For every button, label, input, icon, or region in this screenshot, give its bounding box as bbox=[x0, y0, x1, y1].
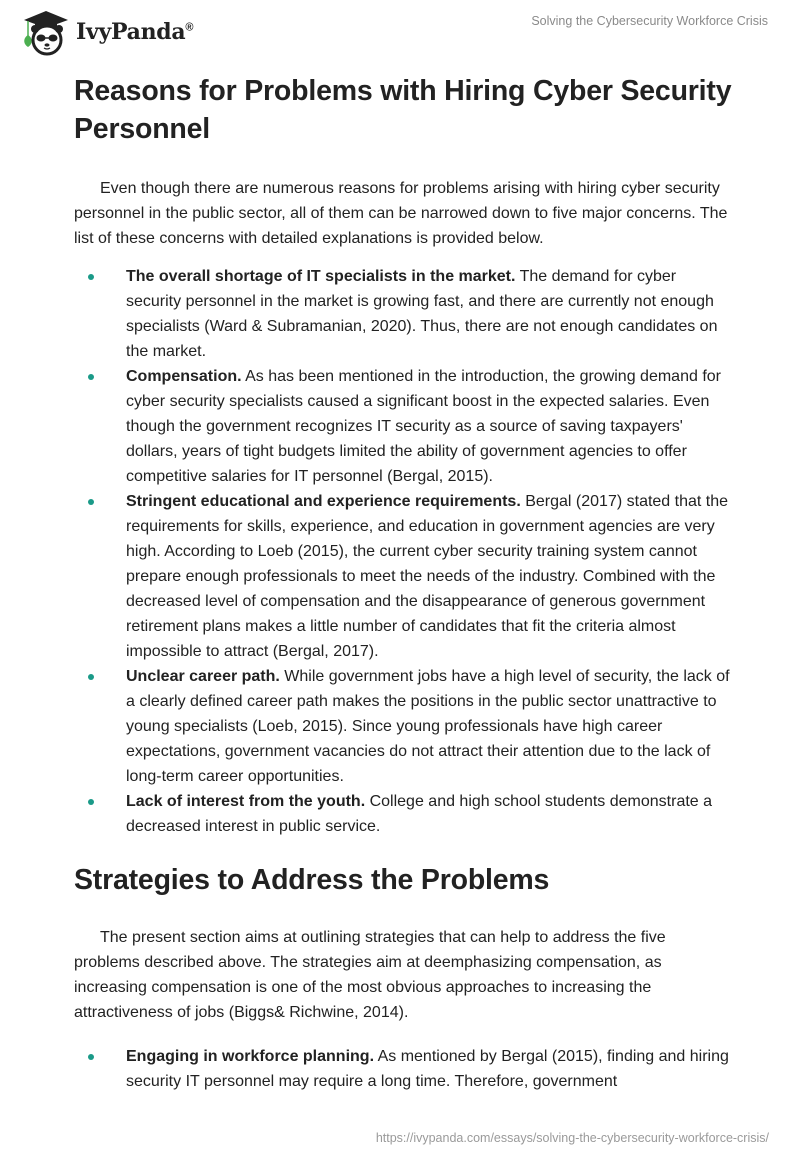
list-item-title: Unclear career path. bbox=[126, 668, 280, 685]
brand-name: IvyPanda® bbox=[76, 19, 194, 45]
section-intro-reasons: Even though there are numerous reasons for problems arising with hiring cyber security personnel in the public sector, all of them can be narrowed down to five major concerns. The list of these concerns with detailed explanations is provided below. bbox=[74, 180, 728, 247]
section-heading-reasons: Reasons for Problems with Hiring Cyber Security Personnel bbox=[74, 75, 732, 145]
essay-content bbox=[74, 72, 734, 1094]
ivypanda-logo[interactable] bbox=[18, 7, 193, 57]
list-item bbox=[74, 364, 734, 489]
section-intro-strategies: The present section aims at outlining strategies that can help to address the five problems described above. The strategies aim at deemphasizing compensation, as increasing compensation is one of the most obvious approaches to increasing the attractiveness of jobs (Biggs& Richwine, 2014). bbox=[74, 929, 666, 1021]
source-url-link[interactable]: https://ivypanda.com/essays/solving-the-cybersecurity-workforce-crisis/ bbox=[375, 1131, 769, 1145]
reasons-list bbox=[74, 264, 734, 839]
bullet-icon bbox=[88, 674, 94, 680]
section-heading-strategies: Strategies to Address the Problems bbox=[74, 864, 550, 896]
list-item-title: Lack of interest from the youth. bbox=[126, 793, 366, 810]
list-item-title: Stringent educational and experience requirements. bbox=[126, 493, 521, 510]
list-item-text: The demand for cyber security personnel in the market is growing fast, and there are currently not enough specialists (Ward & Subramanian, 2020). Thus, there are not enough candidates on the market. bbox=[126, 268, 718, 360]
list-item-title: Compensation. bbox=[126, 368, 242, 385]
document-title: Solving the Cybersecurity Workforce Crisis bbox=[531, 14, 768, 28]
bullet-icon bbox=[88, 499, 94, 505]
strategies-list bbox=[74, 1044, 734, 1094]
bullet-icon bbox=[88, 799, 94, 805]
list-item-text: Bergal (2017) stated that the requirements for skills, experience, and education in government agencies are very high. According to Loeb (2015), the current cyber security training system cannot prepare enough professionals to meet the needs of the industry. Combined with the decreased level of compensation and the disappearance of generous government retirement plans makes a little number of candidates that fit the criteria almost impossible to attract (Bergal, 2017). bbox=[126, 493, 729, 660]
list-item-title: Engaging in workforce planning. bbox=[126, 1048, 375, 1065]
panda-graduate-icon bbox=[18, 7, 74, 57]
list-item-text: College and high school students demonstrate a decreased interest in public service. bbox=[126, 793, 713, 835]
list-item bbox=[74, 264, 734, 364]
bullet-icon bbox=[88, 1054, 94, 1060]
bullet-icon bbox=[88, 274, 94, 280]
bullet-icon bbox=[88, 374, 94, 380]
list-item bbox=[74, 789, 734, 839]
registered-mark: ® bbox=[185, 21, 194, 34]
list-item bbox=[74, 489, 734, 664]
list-item-text: As has been mentioned in the introduction, the growing demand for cyber security specialists caused a significant boost in the expected salaries. Even though the government recognizes IT security as a source of saving taxpayers' dollars, years of tight budgets limited the ability of government agencies to offer competitive salaries for IT personnel (Bergal, 2015). bbox=[126, 368, 721, 485]
list-item-text: While government jobs have a high level of security, the lack of a clearly defined career path makes the positions in the public sector unattractive to young specialists (Loeb, 2015). Since young professionals have high career expectations, government vacancies do not attract their attention due to the lack of long-term career opportunities. bbox=[126, 668, 730, 785]
list-item bbox=[74, 664, 734, 789]
list-item bbox=[74, 1044, 734, 1094]
list-item-text: As mentioned by Bergal (2015), finding and hiring security IT personnel may require a long time. Therefore, government bbox=[126, 1048, 729, 1090]
page-header bbox=[0, 0, 800, 60]
list-item-title: The overall shortage of IT specialists in the market. bbox=[126, 268, 516, 285]
